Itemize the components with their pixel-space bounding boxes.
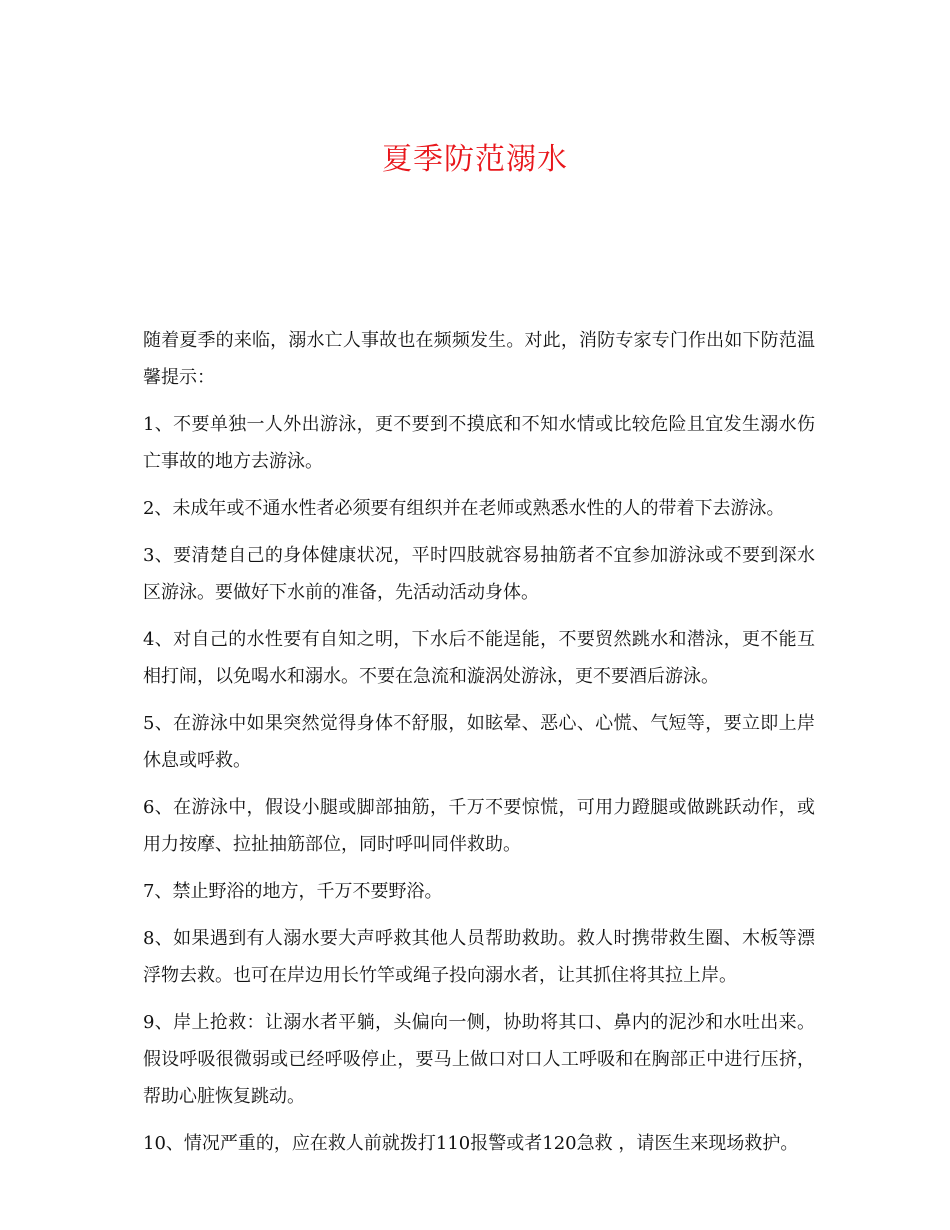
tip-item-6: 6、在游泳中，假设小腿或脚部抽筋，千万不要惊慌，可用力蹬腿或做跳跃动作，或用力按摩、拉扯抽筋部位，同时呼叫同伴救助。 bbox=[143, 797, 815, 855]
tip-item-10: 10、情况严重的，应在救人前就拨打110报警或者120急救 ，请医生来现场救护。 bbox=[143, 1133, 799, 1154]
document-body bbox=[143, 322, 815, 1172]
tip-item-8: 8、如果遇到有人溺水要大声呼救其他人员帮助救助。救人时携带救生圈、木板等漂浮物去救。也可在岸边用长竹竿或绳子投向溺水者，让其抓住将其拉上岸。 bbox=[143, 928, 815, 986]
tip-item-1: 1、不要单独一人外出游泳，更不要到不摸底和不知水情或比较危险且宜发生溺水伤亡事故的地方去游泳。 bbox=[143, 414, 815, 472]
tip-item-3: 3、要清楚自己的身体健康状况，平时四肢就容易抽筋者不宜参加游泳或不要到深水区游泳。要做好下水前的准备，先活动活动身体。 bbox=[143, 545, 815, 603]
tip-item-7: 7、禁止野浴的地方，千万不要野浴。 bbox=[143, 881, 443, 902]
tip-item-2: 2、未成年或不通水性者必须要有组织并在老师或熟悉水性的人的带着下去游泳。 bbox=[143, 498, 785, 519]
intro-paragraph: 随着夏季的来临，溺水亡人事故也在频频发生。对此，消防专家专门作出如下防范温馨提示： bbox=[143, 330, 815, 388]
tip-item-5: 5、在游泳中如果突然觉得身体不舒服，如眩晕、恶心、心慌、气短等，要立即上岸休息或呼救。 bbox=[143, 713, 815, 771]
document-title: 夏季防范溺水 bbox=[382, 142, 568, 177]
tip-item-9: 9、岸上抢救：让溺水者平躺，头偏向一侧，协助将其口、鼻内的泥沙和水吐出来。假设呼吸很微弱或已经呼吸停止，要马上做口对口人工呼吸和在胸部正中进行压挤，帮助心脏恢复跳动。 bbox=[143, 1012, 815, 1107]
tip-item-4: 4、对自己的水性要有自知之明，下水后不能逞能，不要贸然跳水和潜泳，更不能互相打闹，以免喝水和溺水。不要在急流和漩涡处游泳，更不要酒后游泳。 bbox=[143, 629, 815, 687]
